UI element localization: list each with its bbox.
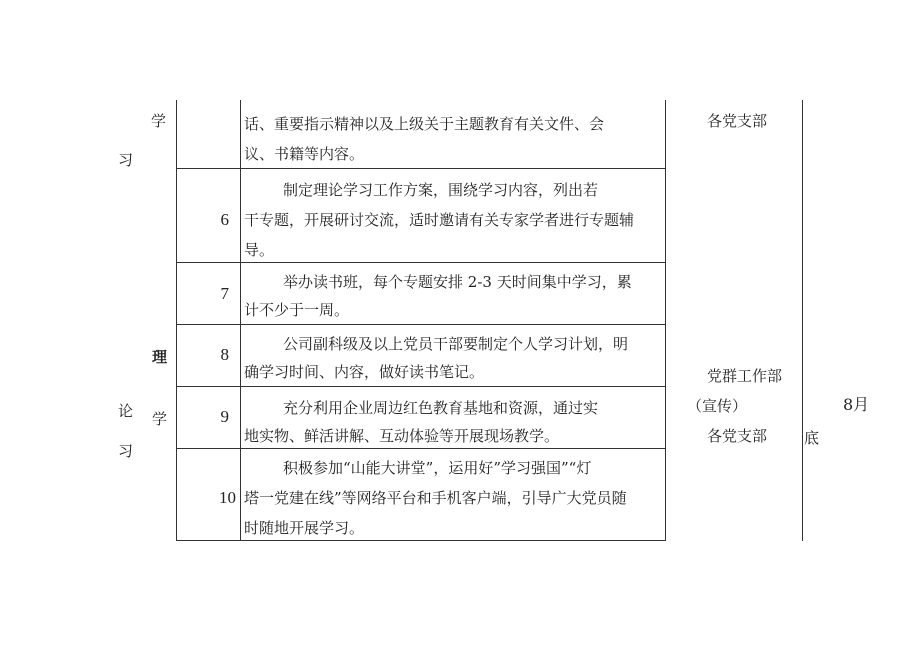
row-6-number: 6 xyxy=(220,210,229,229)
row-8-line-1: 公司副科级及以上党员干部要制定个人学习计划，明 xyxy=(283,335,629,353)
row-6-line-3: 导。 xyxy=(244,241,275,259)
category-char-xue-mid: 学 xyxy=(152,410,168,428)
deadline-month: 8月 xyxy=(843,395,870,414)
row-10-line-2: 塔一党建在线”等网络平台和手机客户端，引导广大党员随 xyxy=(244,489,627,507)
category-char-xi-top: 习 xyxy=(118,151,134,169)
table-border-bottom xyxy=(176,540,666,541)
row-7-line-2: 计不少于一周。 xyxy=(244,301,350,319)
responsible-dept-line-1: 党群工作部 xyxy=(707,367,783,385)
row-6-line-2: 干专题，开展研讨交流，适时邀请有关专家学者进行专题辅 xyxy=(244,211,635,229)
responsible-dept-line-3: 各党支部 xyxy=(707,427,768,445)
row-7-line-1: 举办读书班，每个专题安排 2-3 天时间集中学习，累 xyxy=(283,273,632,291)
row-0-line-2: 议、书籍等内容。 xyxy=(244,145,365,163)
row-0-line-1: 话、重要指示精神以及上级关于主题教育有关文件、会 xyxy=(244,115,605,133)
table-divider-num xyxy=(240,100,241,541)
table-border-right xyxy=(665,100,666,541)
row-10-line-1: 积极参加“山能大讲堂”，运用好”学习强国”“灯 xyxy=(283,459,592,477)
row-divider-2 xyxy=(176,262,666,263)
row-divider-1 xyxy=(176,168,666,169)
row-10-line-3: 时随地开展学习。 xyxy=(244,519,365,537)
category-char-xue-top: 学 xyxy=(151,112,167,130)
row-7-number: 7 xyxy=(220,284,229,303)
responsible-dept-line-2: （宣传） xyxy=(687,397,748,415)
row-9-line-2: 地实物、鲜活讲解、互动体验等开展现场教学。 xyxy=(244,427,560,445)
row-8-number: 8 xyxy=(220,345,229,364)
category-char-xi-bottom: 习 xyxy=(118,442,134,460)
category-char-lun: 论 xyxy=(118,402,134,420)
row-6-line-1: 制定理论学习工作方案，围绕学习内容，列出若 xyxy=(283,181,599,199)
table-divider-deadline xyxy=(802,100,803,541)
row-divider-3 xyxy=(176,324,666,325)
responsible-top: 各党支部 xyxy=(707,112,768,130)
category-char-li: 理 xyxy=(152,348,168,366)
row-divider-4 xyxy=(176,386,666,387)
row-9-line-1: 充分利用企业周边红色教育基地和资源，通过实 xyxy=(283,399,599,417)
row-8-line-2: 确学习时间、内容，做好读书笔记。 xyxy=(244,363,485,381)
row-divider-5 xyxy=(176,448,666,449)
deadline-end: 底 xyxy=(804,429,820,447)
row-10-number: 10 xyxy=(219,488,236,507)
row-9-number: 9 xyxy=(220,407,229,426)
table-border-left xyxy=(176,100,177,541)
